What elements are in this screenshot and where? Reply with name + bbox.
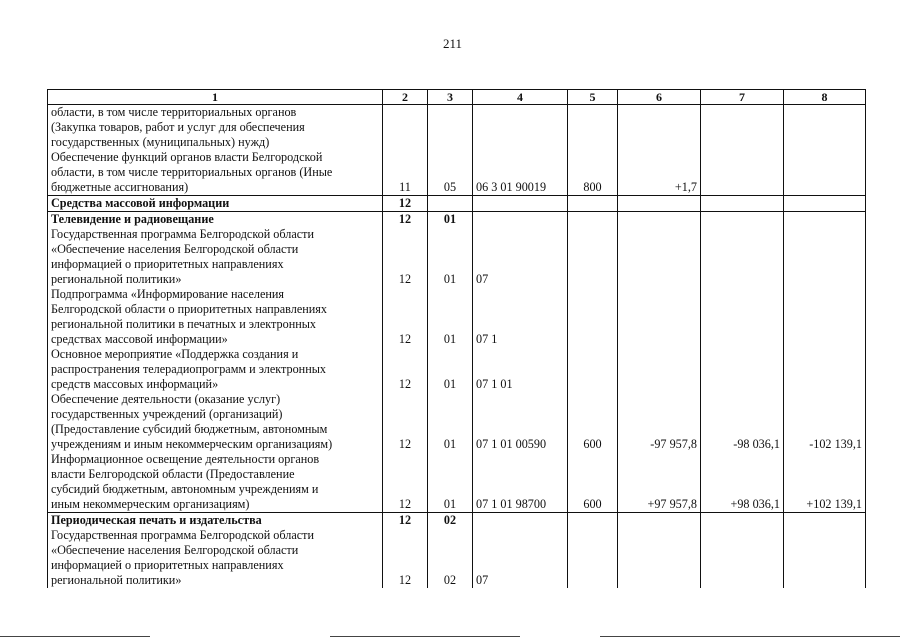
description-line: Информационное освещение деятельности органов — [51, 452, 320, 466]
cell-col-7: +98 036,1 — [701, 452, 784, 513]
cell-col-3: 01 — [428, 212, 473, 228]
table-row — [48, 105, 866, 151]
cell-col-8: +102 139,1 — [784, 452, 866, 513]
table-row — [48, 287, 866, 347]
description-line: средствах массовой информации» — [51, 332, 228, 346]
column-header-1: 1 — [48, 90, 383, 105]
cell-col-2: 12 — [383, 392, 428, 452]
description-line: Периодическая печать и издательства — [51, 513, 262, 527]
cell-col-2: 12 — [383, 452, 428, 513]
cell-col-7 — [701, 287, 784, 347]
cell-col-6 — [618, 513, 701, 529]
cell-col-3 — [428, 196, 473, 212]
description-line: Обеспечение функций органов власти Белгородской — [51, 150, 323, 164]
description-line: государственных учреждений (организаций) — [51, 407, 283, 421]
cell-col-2: 12 — [383, 287, 428, 347]
description-line: власти Белгородской области (Предоставление — [51, 467, 295, 481]
row-description — [48, 196, 383, 212]
cell-col-8: -102 139,1 — [784, 392, 866, 452]
cell-col-8 — [784, 347, 866, 392]
column-header-2: 2 — [383, 90, 428, 105]
cell-col-4: 07 — [473, 528, 568, 588]
description-line: Государственная программа Белгородской области — [51, 528, 315, 542]
description-line: (Предоставление субсидий бюджетным, автономным — [51, 422, 328, 436]
cell-col-3: 01 — [428, 452, 473, 513]
row-description — [48, 452, 383, 513]
cell-col-6 — [618, 528, 701, 588]
description-line: региональной политики» — [51, 573, 182, 587]
cell-col-4: 07 1 01 98700 — [473, 452, 568, 513]
bottom-rule-right — [600, 636, 900, 637]
description-line: «Обеспечение населения Белгородской области — [51, 242, 299, 256]
cell-col-8 — [784, 227, 866, 287]
row-description — [48, 212, 383, 228]
cell-col-4 — [473, 513, 568, 529]
cell-col-6: +97 957,8 — [618, 452, 701, 513]
cell-col-6 — [618, 105, 701, 151]
cell-col-8 — [784, 513, 866, 529]
description-line: средств массовых информаций» — [51, 377, 219, 391]
column-header-5: 5 — [568, 90, 618, 105]
description-line: Обеспечение деятельности (оказание услуг) — [51, 392, 281, 406]
table-row — [48, 150, 866, 196]
cell-col-3: 01 — [428, 287, 473, 347]
cell-col-8 — [784, 196, 866, 212]
description-line: субсидий бюджетным, автономным учреждениям и — [51, 482, 319, 496]
row-description — [48, 105, 383, 151]
column-header-4: 4 — [473, 90, 568, 105]
cell-col-6 — [618, 287, 701, 347]
cell-col-5 — [568, 513, 618, 529]
description-line: Государственная программа Белгородской области — [51, 227, 315, 241]
cell-col-2: 11 — [383, 150, 428, 196]
table-row — [48, 196, 866, 212]
cell-col-5 — [568, 212, 618, 228]
cell-col-8 — [784, 287, 866, 347]
row-description — [48, 287, 383, 347]
column-header-6: 6 — [618, 90, 701, 105]
cell-col-6 — [618, 196, 701, 212]
cell-col-7 — [701, 347, 784, 392]
cell-col-2: 12 — [383, 212, 428, 228]
table-header — [48, 90, 866, 105]
column-header-3: 3 — [428, 90, 473, 105]
row-description — [48, 528, 383, 588]
cell-col-7: -98 036,1 — [701, 392, 784, 452]
table-row — [48, 528, 866, 588]
cell-col-4: 07 1 01 00590 — [473, 392, 568, 452]
description-line: Подпрограмма «Информирование населения — [51, 287, 285, 301]
bottom-rule-center — [330, 636, 520, 637]
description-line: региональной политики в печатных и электронных — [51, 317, 317, 331]
table-row — [48, 212, 866, 228]
cell-col-3: 02 — [428, 528, 473, 588]
cell-col-4 — [473, 105, 568, 151]
table-body — [48, 105, 866, 589]
row-description — [48, 347, 383, 392]
table-row — [48, 227, 866, 287]
table-row — [48, 392, 866, 452]
table-row — [48, 452, 866, 513]
table-row — [48, 347, 866, 392]
cell-col-5: 600 — [568, 452, 618, 513]
row-description — [48, 227, 383, 287]
row-description — [48, 150, 383, 196]
cell-col-7 — [701, 528, 784, 588]
cell-col-6 — [618, 347, 701, 392]
cell-col-3: 02 — [428, 513, 473, 529]
cell-col-5: 600 — [568, 392, 618, 452]
cell-col-7 — [701, 227, 784, 287]
description-line: Белгородской области о приоритетных направлениях — [51, 302, 328, 316]
cell-col-3: 01 — [428, 392, 473, 452]
description-line: региональной политики» — [51, 272, 182, 286]
cell-col-5: 800 — [568, 150, 618, 196]
page-number: 211 — [442, 36, 463, 51]
cell-col-5 — [568, 347, 618, 392]
budget-table — [47, 89, 866, 588]
cell-col-7 — [701, 212, 784, 228]
cell-col-5 — [568, 196, 618, 212]
cell-col-3 — [428, 105, 473, 151]
cell-col-2: 12 — [383, 196, 428, 212]
cell-col-6: +1,7 — [618, 150, 701, 196]
cell-col-4 — [473, 212, 568, 228]
cell-col-7 — [701, 196, 784, 212]
cell-col-5 — [568, 528, 618, 588]
cell-col-4: 07 1 — [473, 287, 568, 347]
cell-col-8 — [784, 212, 866, 228]
description-line: бюджетные ассигнования) — [51, 180, 189, 194]
cell-col-4 — [473, 196, 568, 212]
description-line: (Закупка товаров, работ и услуг для обеспечения — [51, 120, 305, 134]
description-line: «Обеспечение населения Белгородской области — [51, 543, 299, 557]
description-line: информацией о приоритетных направлениях — [51, 558, 284, 572]
cell-col-8 — [784, 150, 866, 196]
table-row — [48, 513, 866, 529]
cell-col-5 — [568, 287, 618, 347]
cell-col-8 — [784, 105, 866, 151]
cell-col-7 — [701, 105, 784, 151]
cell-col-2: 12 — [383, 513, 428, 529]
description-line: Телевидение и радиовещание — [51, 212, 214, 226]
cell-col-6 — [618, 227, 701, 287]
description-line: распространения телерадиопрограмм и электронных — [51, 362, 326, 376]
description-line: иным некоммерческим организациям) — [51, 497, 250, 511]
cell-col-7 — [701, 150, 784, 196]
description-line: Средства массовой информации — [51, 196, 230, 210]
description-line: области, в том числе территориальных органов (Иные — [51, 165, 333, 179]
description-line: области, в том числе территориальных органов — [51, 105, 297, 119]
cell-col-6: -97 957,8 — [618, 392, 701, 452]
column-header-8: 8 — [784, 90, 866, 105]
description-line: Основное мероприятие «Поддержка создания и — [51, 347, 299, 361]
cell-col-2 — [383, 105, 428, 151]
cell-col-4: 06 3 01 90019 — [473, 150, 568, 196]
cell-col-4: 07 1 01 — [473, 347, 568, 392]
cell-col-3: 05 — [428, 150, 473, 196]
description-line: информацией о приоритетных направлениях — [51, 257, 284, 271]
cell-col-8 — [784, 528, 866, 588]
cell-col-3: 01 — [428, 347, 473, 392]
description-line: государственных (муниципальных) нужд) — [51, 135, 270, 149]
row-description — [48, 513, 383, 529]
cell-col-2: 12 — [383, 347, 428, 392]
cell-col-2: 12 — [383, 528, 428, 588]
row-description — [48, 392, 383, 452]
bottom-rule-left — [0, 636, 150, 637]
cell-col-5 — [568, 227, 618, 287]
cell-col-4: 07 — [473, 227, 568, 287]
cell-col-6 — [618, 212, 701, 228]
cell-col-7 — [701, 513, 784, 529]
cell-col-3: 01 — [428, 227, 473, 287]
cell-col-2: 12 — [383, 227, 428, 287]
header-row — [48, 90, 866, 105]
description-line: учреждениям и иным некоммерческим организациям) — [51, 437, 333, 451]
cell-col-5 — [568, 105, 618, 151]
column-header-7: 7 — [701, 90, 784, 105]
